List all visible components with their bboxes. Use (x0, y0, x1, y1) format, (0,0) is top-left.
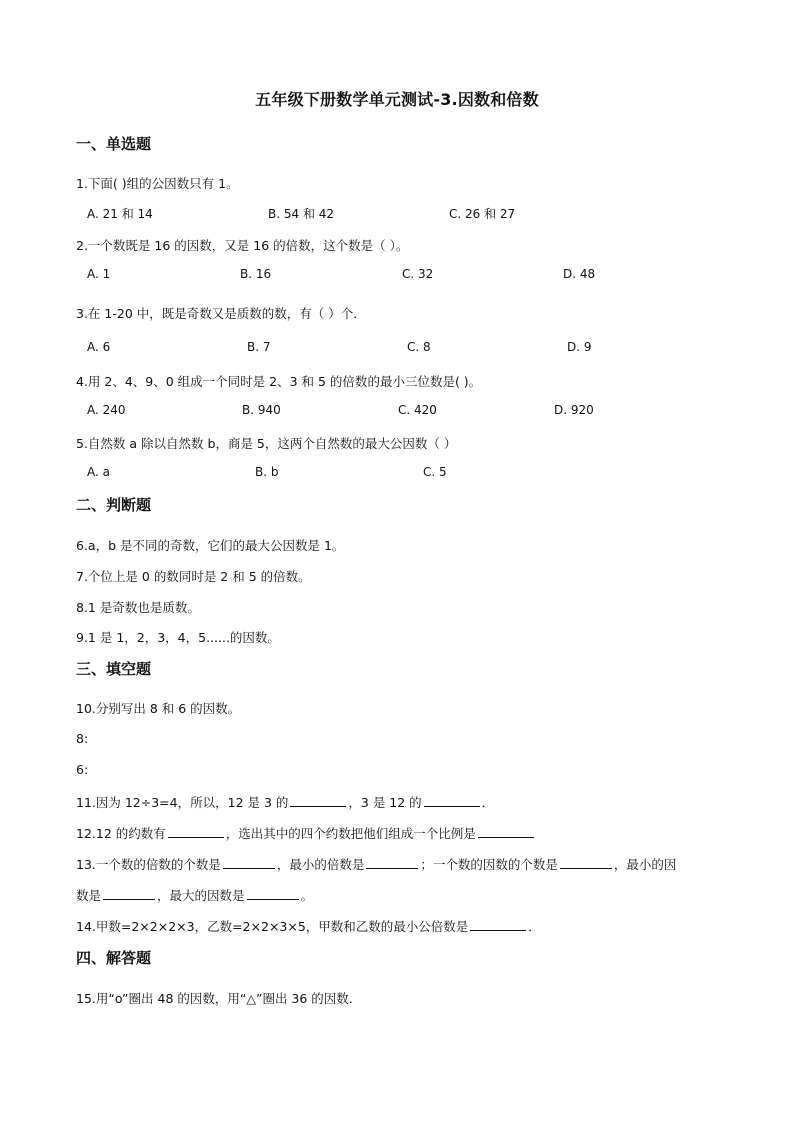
q14-text-b: ． (528, 919, 541, 934)
section-heading-single-choice: 一、单选题 (76, 135, 152, 153)
q11-text-a: 11.因为 12÷3=4，所以，12 是 3 的 (76, 795, 289, 810)
question-9: 9.1 是 1，2，3，4，5......的因数。 (76, 630, 280, 645)
q13-text-e: 数是 (76, 888, 102, 903)
q4-option-a: A. 240 (87, 403, 126, 417)
question-13 (76, 855, 676, 873)
q2-option-a: A. 1 (87, 267, 111, 281)
question-1: 1.下面( )组的公因数只有 1。 (76, 176, 239, 191)
section-heading-fill-in: 三、填空题 (76, 660, 152, 678)
q13-text-b: ，最小的倍数是 (276, 857, 365, 872)
question-15: 15.用“o”圈出 48 的因数，用“△”圈出 36 的因数． (76, 991, 362, 1006)
q12-text-a: 12.12 的约数有 (76, 826, 166, 841)
question-4: 4.用 2、4、9、0 组成一个同时是 2、3 和 5 的倍数的最小三位数是( )。 (76, 374, 482, 389)
q13-text-f: ，最大的因数是 (157, 888, 245, 903)
answer-blank[interactable] (366, 857, 418, 869)
q5-option-a: A. a (87, 465, 110, 479)
q12-text-b: ，选出其中的四个约数把他们组成一个比例是 (225, 826, 476, 841)
question-3: 3.在 1-20 中，既是奇数又是质数的数，有（ ）个． (76, 306, 366, 321)
q4-option-d: D. 920 (554, 403, 594, 417)
q4-option-b: B. 940 (242, 403, 281, 417)
q1-option-c: C. 26 和 27 (449, 207, 516, 221)
question-14 (76, 917, 541, 935)
q4-option-c: C. 420 (398, 403, 437, 417)
q14-text-a: 14.甲数=2×2×2×3，乙数=2×2×3×5，甲数和乙数的最小公倍数是 (76, 919, 469, 934)
section-heading-true-false: 二、判断题 (76, 496, 152, 514)
question-11 (76, 793, 494, 811)
answer-blank[interactable] (290, 795, 346, 807)
q10-line-6: 6: (76, 762, 89, 777)
q11-text-b: ，3 是 12 的 (348, 795, 422, 810)
answer-blank[interactable] (478, 826, 534, 838)
q13-text-c: ；一个数的因数的个数是 (420, 857, 558, 872)
q5-option-b: B. b (255, 465, 279, 479)
q10-line-8: 8: (76, 731, 89, 746)
q1-option-b: B. 54 和 42 (268, 207, 335, 221)
q3-option-d: D. 9 (567, 340, 592, 354)
answer-blank[interactable] (168, 826, 224, 838)
q13-text-d: ，最小的因 (613, 857, 677, 872)
answer-blank[interactable] (247, 888, 299, 900)
answer-blank[interactable] (560, 857, 612, 869)
answer-blank[interactable] (103, 888, 155, 900)
question-10: 10.分别写出 8 和 6 的因数。 (76, 701, 241, 716)
q1-option-a: A. 21 和 14 (87, 207, 153, 221)
q3-option-a: A. 6 (87, 340, 111, 354)
q2-option-d: D. 48 (563, 267, 596, 281)
question-7: 7.个位上是 0 的数同时是 2 和 5 的倍数。 (76, 569, 311, 584)
question-13-cont (76, 886, 313, 904)
answer-blank[interactable] (424, 795, 480, 807)
q3-option-c: C. 8 (407, 340, 431, 354)
q2-option-b: B. 16 (240, 267, 272, 281)
answer-blank[interactable] (470, 919, 526, 931)
question-6: 6.a，b 是不同的奇数，它们的最大公因数是 1。 (76, 538, 345, 553)
q5-option-c: C. 5 (423, 465, 447, 479)
answer-blank[interactable] (223, 857, 275, 869)
q3-option-b: B. 7 (247, 340, 271, 354)
question-5: 5.自然数 a 除以自然数 b，商是 5，这两个自然数的最大公因数（ ） (76, 436, 457, 451)
q13-text-a: 13.一个数的倍数的个数是 (76, 857, 221, 872)
q13-text-g: 。 (300, 888, 314, 903)
page-title: 五年级下册数学单元测试-3.因数和倍数 (255, 90, 539, 109)
question-8: 8.1 是奇数也是质数。 (76, 600, 200, 615)
q2-option-c: C. 32 (402, 267, 434, 281)
section-heading-solve: 四、解答题 (76, 949, 152, 967)
question-2: 2.一个数既是 16 的因数，又是 16 的倍数，这个数是（ ）。 (76, 238, 409, 253)
q11-text-c: ． (481, 795, 495, 810)
question-12 (76, 824, 536, 842)
